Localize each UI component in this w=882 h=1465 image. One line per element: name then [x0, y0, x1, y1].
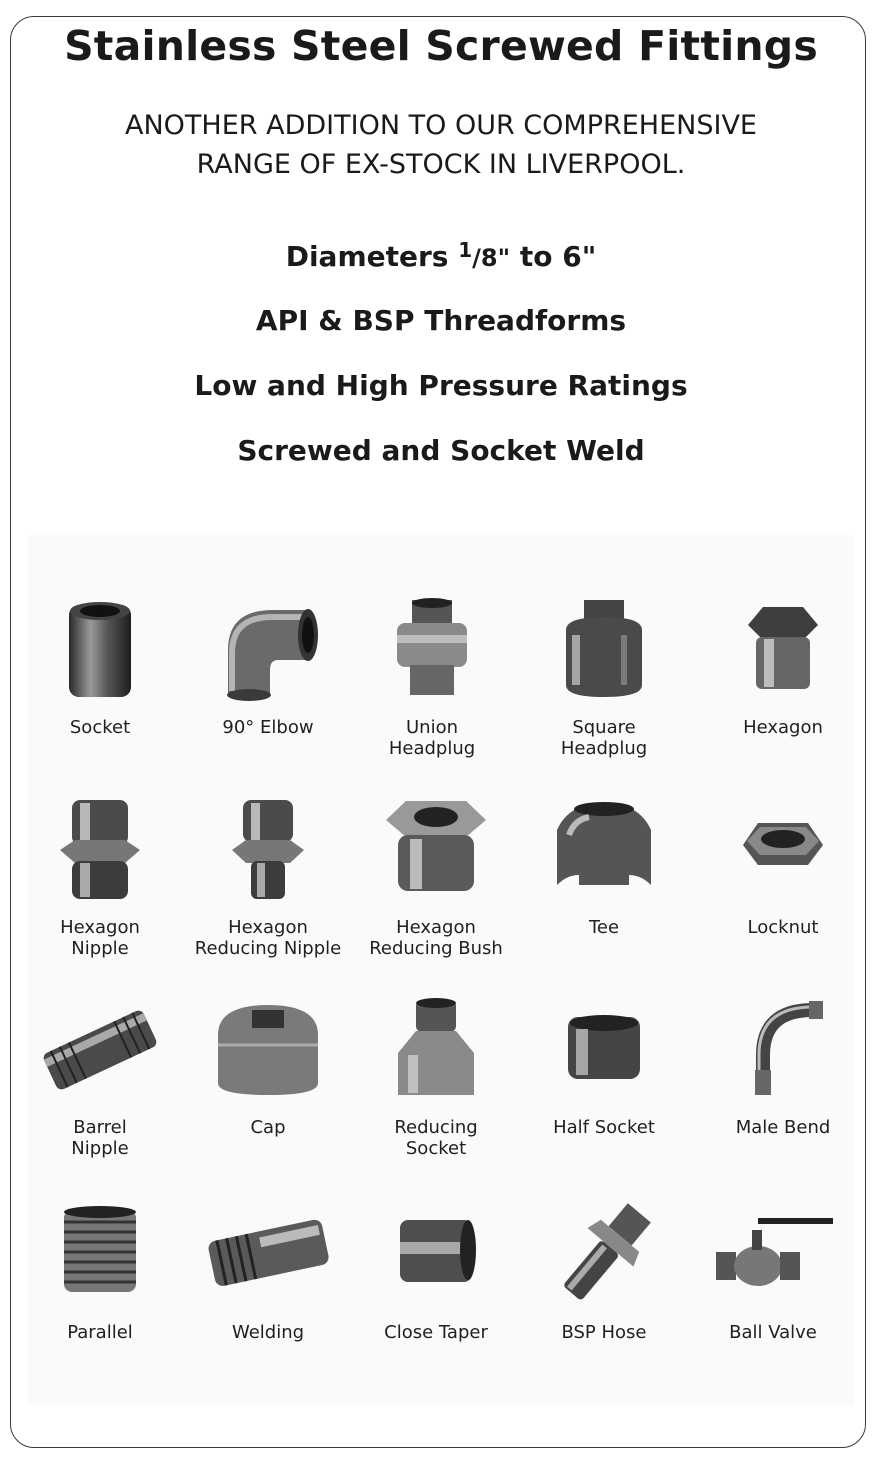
- parallel-icon: [50, 1200, 150, 1310]
- feature-diameters: [0, 238, 882, 273]
- fitting-label: Hexagon Reducing Nipple: [194, 917, 342, 959]
- fitting-item: [183, 1200, 353, 1343]
- fitting-label: Close Taper: [384, 1322, 488, 1343]
- reducing-socket-icon: [386, 995, 486, 1105]
- fitting-label: 90° Elbow: [222, 717, 314, 738]
- fitting-item: [698, 795, 868, 938]
- fitting-item: [519, 995, 689, 1138]
- fitting-label: BSP Hose: [561, 1322, 647, 1343]
- fitting-label: Parallel: [67, 1322, 133, 1343]
- fitting-label: Hexagon Nipple: [60, 917, 140, 959]
- feature-threadforms: API & BSP Threadforms: [255, 304, 627, 337]
- hexagon-icon: [738, 595, 828, 705]
- diameters-numerator: 1: [458, 238, 473, 262]
- fitting-item: [15, 595, 185, 738]
- diameters-prefix: Diameters: [285, 240, 459, 273]
- diameters-denominator: /8": [472, 244, 511, 272]
- tee-icon: [549, 795, 659, 905]
- subtitle-line-2: RANGE OF EX-STOCK IN LIVERPOOL.: [196, 149, 686, 180]
- fitting-item: [519, 795, 689, 938]
- hexagon-reducing-nipple-icon: [218, 795, 318, 905]
- fitting-label: Cap: [250, 1117, 286, 1138]
- fitting-item: [183, 795, 353, 959]
- fitting-item: [351, 795, 521, 959]
- subtitle: [0, 106, 882, 184]
- diameters-suffix: to 6": [510, 240, 597, 273]
- fitting-label: Barrel Nipple: [71, 1117, 129, 1159]
- fitting-item: [15, 795, 185, 959]
- fitting-item: [15, 1200, 185, 1343]
- half-socket-icon: [554, 995, 654, 1105]
- fitting-item: [698, 595, 868, 738]
- cap-icon: [208, 995, 328, 1105]
- fitting-item: [351, 995, 521, 1159]
- fitting-label: Locknut: [747, 917, 819, 938]
- fitting-label: Union Headplug: [388, 717, 476, 759]
- bsp-hose-icon: [549, 1200, 659, 1310]
- locknut-icon: [733, 795, 833, 905]
- socket-icon: [55, 595, 145, 705]
- fitting-label: Half Socket: [553, 1117, 655, 1138]
- fitting-item: [519, 1200, 689, 1343]
- welding-icon: [203, 1200, 333, 1310]
- fitting-label: Reducing Socket: [394, 1117, 478, 1159]
- male-bend-icon: [733, 995, 833, 1105]
- fitting-label: Hexagon Reducing Bush: [369, 917, 503, 959]
- feature-pressure: Low and High Pressure Ratings: [194, 369, 688, 402]
- feature-weld: Screwed and Socket Weld: [237, 434, 645, 467]
- fitting-label: Socket: [69, 717, 131, 738]
- barrel-nipple-icon: [35, 995, 165, 1105]
- fitting-label: Hexagon: [743, 717, 823, 738]
- fitting-label: Male Bend: [735, 1117, 831, 1138]
- fitting-item: [698, 995, 868, 1138]
- fitting-item: [688, 1200, 858, 1343]
- fitting-label: Ball Valve: [729, 1322, 817, 1343]
- fitting-item: [519, 595, 689, 759]
- page-title: Stainless Steel Screwed Fittings: [64, 22, 818, 70]
- fitting-item: [183, 995, 353, 1138]
- elbow-icon: [208, 595, 328, 705]
- union-headplug-icon: [382, 595, 482, 705]
- fitting-item: [351, 1200, 521, 1343]
- fitting-item: [347, 595, 517, 759]
- hexagon-reducing-bush-icon: [376, 795, 496, 905]
- fitting-label: Welding: [231, 1322, 305, 1343]
- fitting-label: Tee: [588, 917, 620, 938]
- fitting-label: Square Headplug: [560, 717, 648, 759]
- square-headplug-icon: [554, 595, 654, 705]
- fittings-grid: [28, 535, 854, 1405]
- fitting-item: [15, 995, 185, 1159]
- ball-valve-icon: [708, 1200, 838, 1310]
- hexagon-nipple-icon: [50, 795, 150, 905]
- close-taper-icon: [386, 1200, 486, 1310]
- fitting-item: [183, 595, 353, 738]
- subtitle-line-1: ANOTHER ADDITION TO OUR COMPREHENSIVE: [125, 110, 757, 141]
